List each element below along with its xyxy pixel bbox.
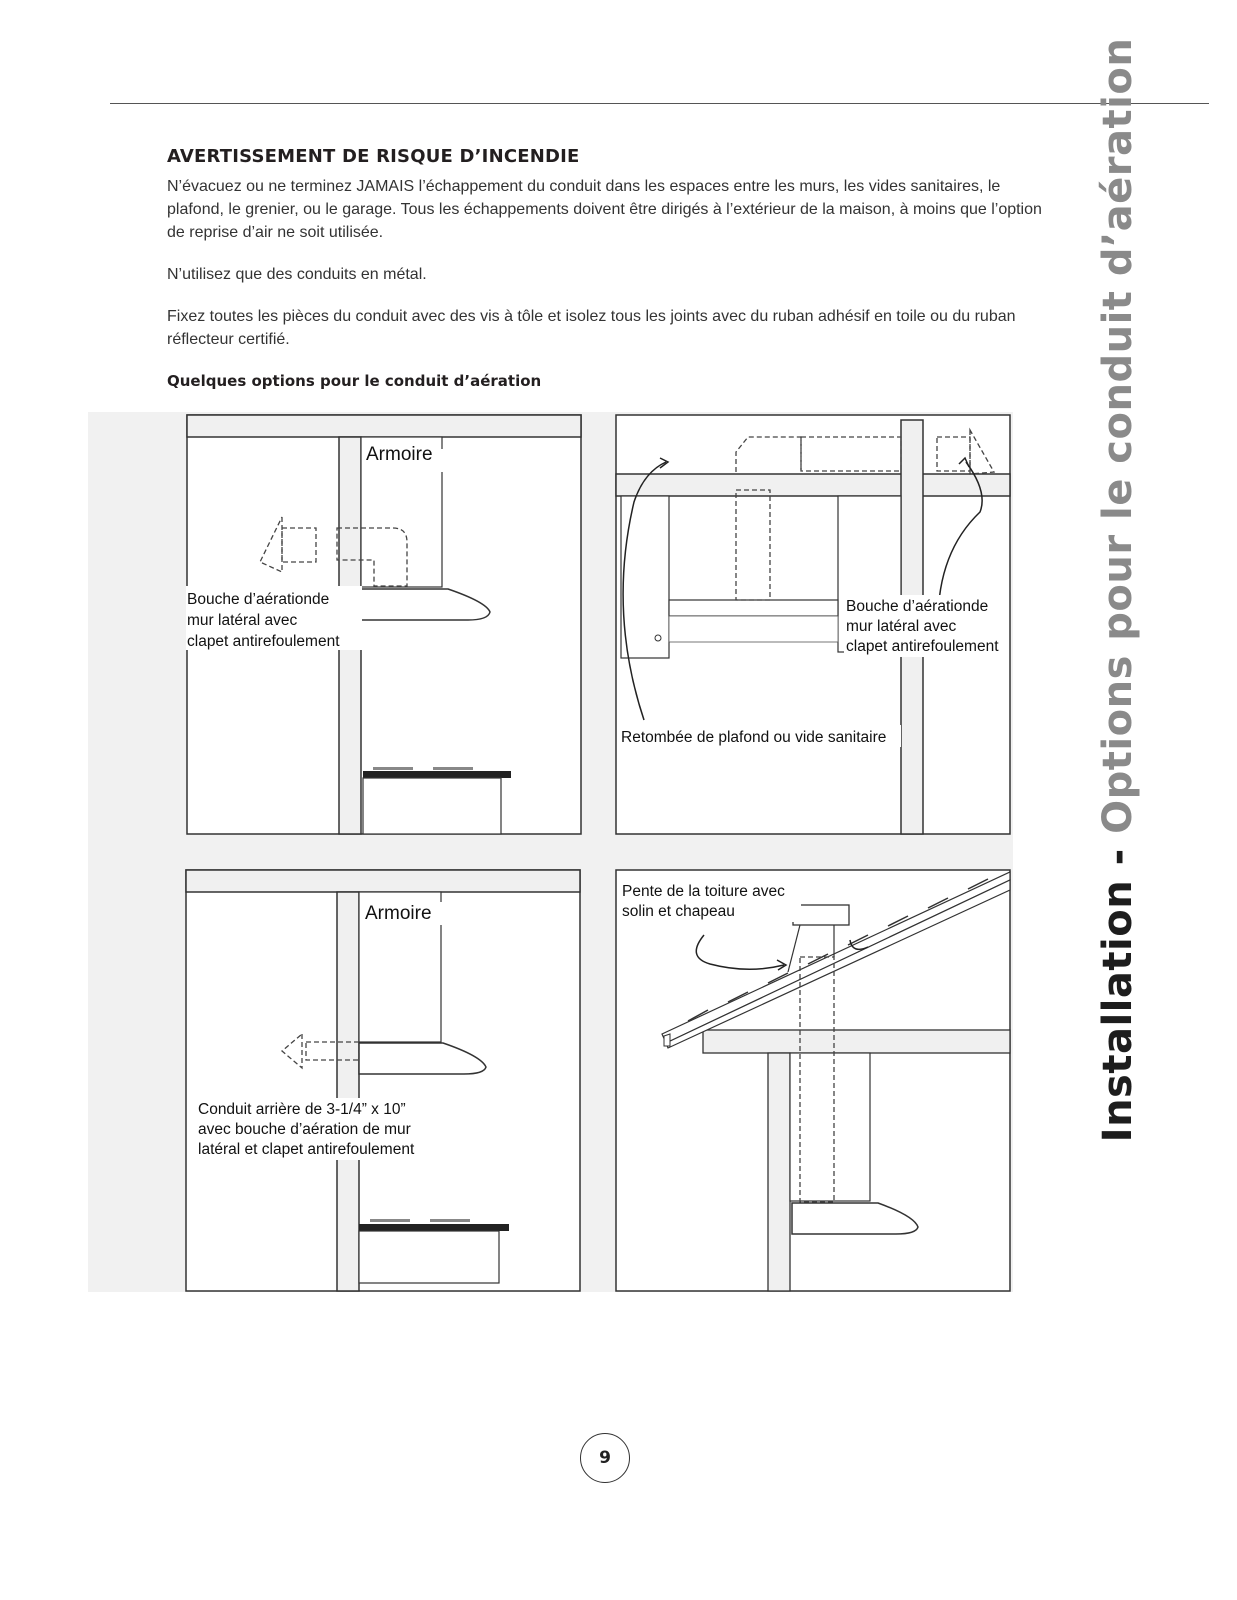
warning-paragraph-2: N’utilisez que des conduits en métal. bbox=[167, 266, 427, 283]
side-title-topic: Options pour le conduit d’aération bbox=[1095, 37, 1141, 834]
main-content bbox=[167, 146, 1047, 390]
diagram-2-label-line-2: mur latéral avec bbox=[846, 618, 957, 635]
diagram-2-soffit-label: Retombée de plafond ou vide sanitaire bbox=[621, 729, 887, 746]
warning-paragraph-1: N’évacuez ou ne terminez JAMAIS l’échappement du conduit dans les espaces entre les murs, les vides sanitaires, le plafond, le grenier, ou le garage. Tous les échappements doivent être dirigés à l’extérieur de la maison, à moins que l’option de reprise d’air ne soit utilisée. bbox=[167, 178, 1042, 241]
diagram-3-label-line-2: avec bouche d’aération de mur bbox=[198, 1121, 411, 1138]
diagram-rear-duct bbox=[186, 870, 580, 1291]
warning-paragraph-3: Fixez toutes les pièces du conduit avec des vis à tôle et isolez tous les joints avec du ruban adhésif en toile ou du ruban réflecteur certifié. bbox=[167, 308, 1016, 348]
diagram-1-label-line-2: mur latéral avec bbox=[187, 612, 298, 629]
diagram-roof-vent bbox=[616, 870, 1010, 1291]
diagram-2-label-line-1: Bouche d’aérationde bbox=[846, 598, 989, 615]
diagram-side-wall-vent bbox=[186, 415, 581, 834]
diagram-4-label-line-2: solin et chapeau bbox=[622, 903, 735, 920]
warning-title: AVERTISSEMENT DE RISQUE D’INCENDIE bbox=[167, 146, 580, 167]
side-title-section: Installation - bbox=[1095, 848, 1141, 1143]
diagram-4-label-line-1: Pente de la toiture avec bbox=[622, 883, 785, 900]
diagram-1-label-line-3: clapet antirefoulement bbox=[187, 633, 340, 650]
duct-options-figure bbox=[88, 412, 1013, 1292]
diagram-3-label-line-3: latéral et clapet antirefoulement bbox=[198, 1141, 415, 1158]
diagram-3-label-line-1: Conduit arrière de 3-1/4” x 10” bbox=[198, 1101, 406, 1118]
options-heading: Quelques options pour le conduit d’aération bbox=[167, 372, 542, 390]
diagram-1-label-line-1: Bouche d’aérationde bbox=[187, 591, 330, 608]
diagram-3-cabinet-label: Armoire bbox=[365, 903, 432, 924]
diagram-soffit-vent bbox=[616, 415, 1010, 834]
page-number: 9 bbox=[580, 1433, 630, 1483]
diagram-1-cabinet-label: Armoire bbox=[366, 444, 433, 465]
diagram-2-label-line-3: clapet antirefoulement bbox=[846, 638, 999, 655]
header-rule bbox=[110, 103, 1209, 104]
